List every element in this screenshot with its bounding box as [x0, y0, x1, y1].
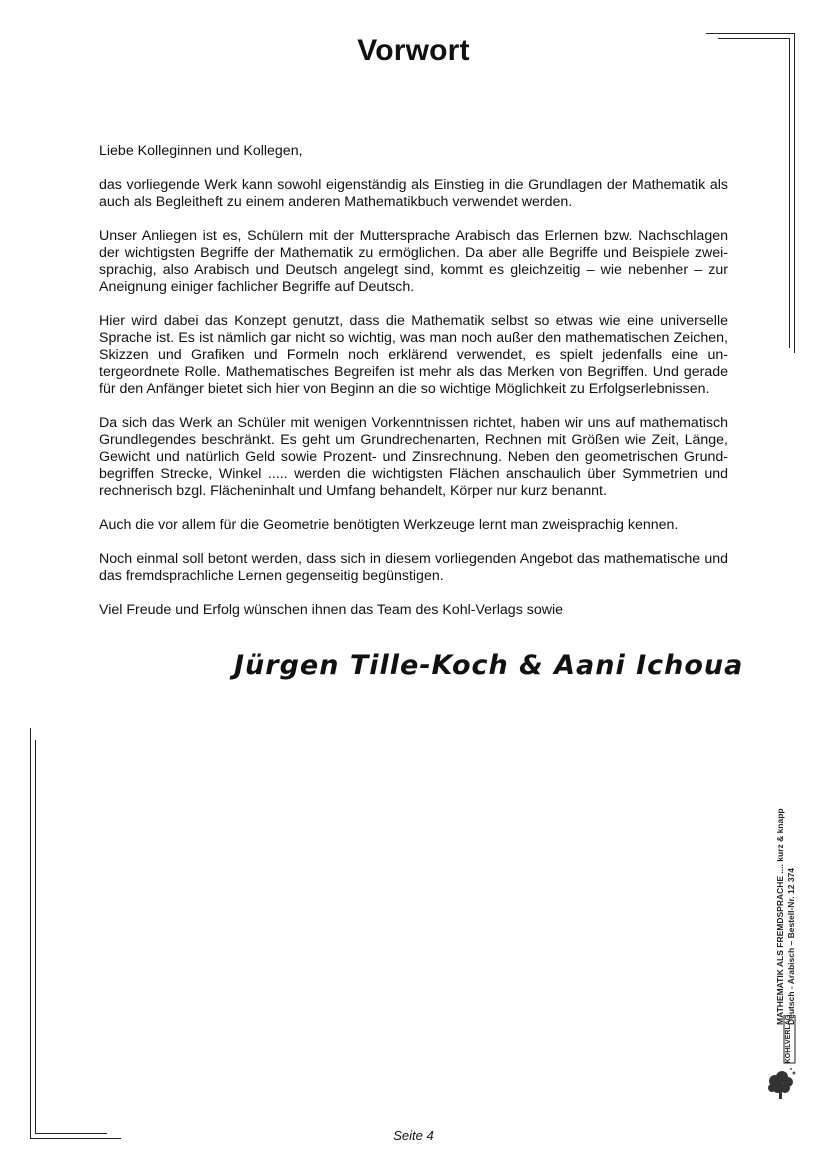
frame-left-vertical-outer — [30, 728, 31, 1139]
paragraph-3: Hier wird dabei das Konzept genutzt, dass die Mathematik selbst so etwas wie eine universelle Sprache ist. Es ist nämlich gar nicht so wichtig, was man noch außer den mathematischen Zeichen, Skizzen und Grafiken und Formeln noch erklärend verwendet, es spielt jedenfalls eine untergeordnete Rolle. Mathematisches Begreifen ist mehr als das Merken von Begriffen. Und gerade für den Anfänger bietet sich hier von Beginn an die so wichtige Möglichkeit zu Erfolgserlebnissen. — [99, 313, 728, 397]
paragraph-6: Noch einmal soll betont werden, dass sich in diesem vorliegenden Angebot das mathematische und das fremdsprachliche Lernen gegenseitig begünstigen. — [99, 551, 728, 584]
author-signature: Jürgen Tille-Koch & Aani Ichoua — [234, 650, 744, 681]
series-title: MATHEMATIK ALS FREMDSPRACHE .... kurz & knapp — [775, 808, 785, 1025]
logo-text: KOHLVERLAG — [785, 1015, 792, 1064]
series-label — [775, 755, 815, 1025]
paragraph-2: Unser Anliegen ist es, Schülern mit der Muttersprache Arabisch das Erlernen bzw. Nachschlagen der wichtigsten Begriffe der Mathematik zu ermöglichen. Da aber alle Begriffe und Beispiele zweisprachig, also Arabisch und Deutsch angelegt sind, kommt es gleichzeitig – wie nebenher – zur Aneignung einiger fachlicher Begriffe auf Deutsch. — [99, 228, 728, 295]
series-order-number: Deutsch - Arabisch – Bestell-Nr. 12 374 — [786, 867, 796, 1025]
page-number: Seite 4 — [393, 1128, 434, 1143]
foreword-body — [99, 143, 728, 636]
kohl-verlag-logo — [764, 1015, 800, 1100]
frame-right-vertical-outer — [794, 33, 795, 353]
paragraph-7: Viel Freude und Erfolg wünschen ihnen das Team des Kohl-Verlags sowie — [99, 602, 564, 618]
paragraph-5: Auch die vor allem für die Geometrie benötigten Werkzeuge lernt man zweisprachig kennen. — [99, 517, 679, 533]
greeting: Liebe Kolleginnen und Kollegen, — [99, 143, 303, 159]
tree-logo-icon — [764, 1015, 800, 1100]
frame-left-vertical-inner — [35, 740, 36, 1134]
frame-right-vertical-inner — [789, 38, 790, 348]
paragraph-4: Da sich das Werk an Schüler mit wenigen Vorkenntnissen richtet, haben wir uns auf mathematisch Grundlegendes beschränkt. Es geht um Grundrechenarten, Rechnen mit Größen wie Zeit, Länge, Gewicht und natürlich Geld sowie Prozent- und Zinsrechnung. Neben den geometrischen Grundbegriffen Strecke, Winkel ..... werden die wichtigsten Flächen anschaulich über Symmetrien und rechnerisch bzgl. Flächeninhalt und Umfang behandelt, Körper nur kurz benannt. — [99, 415, 728, 499]
paragraph-1: das vorliegende Werk kann sowohl eigenständig als Einstieg in die Grundlagen der Mathematik als auch als Begleitheft zu einem anderen Mathematikbuch verwendet werden. — [99, 177, 728, 210]
page-title: Vorwort — [357, 34, 470, 67]
